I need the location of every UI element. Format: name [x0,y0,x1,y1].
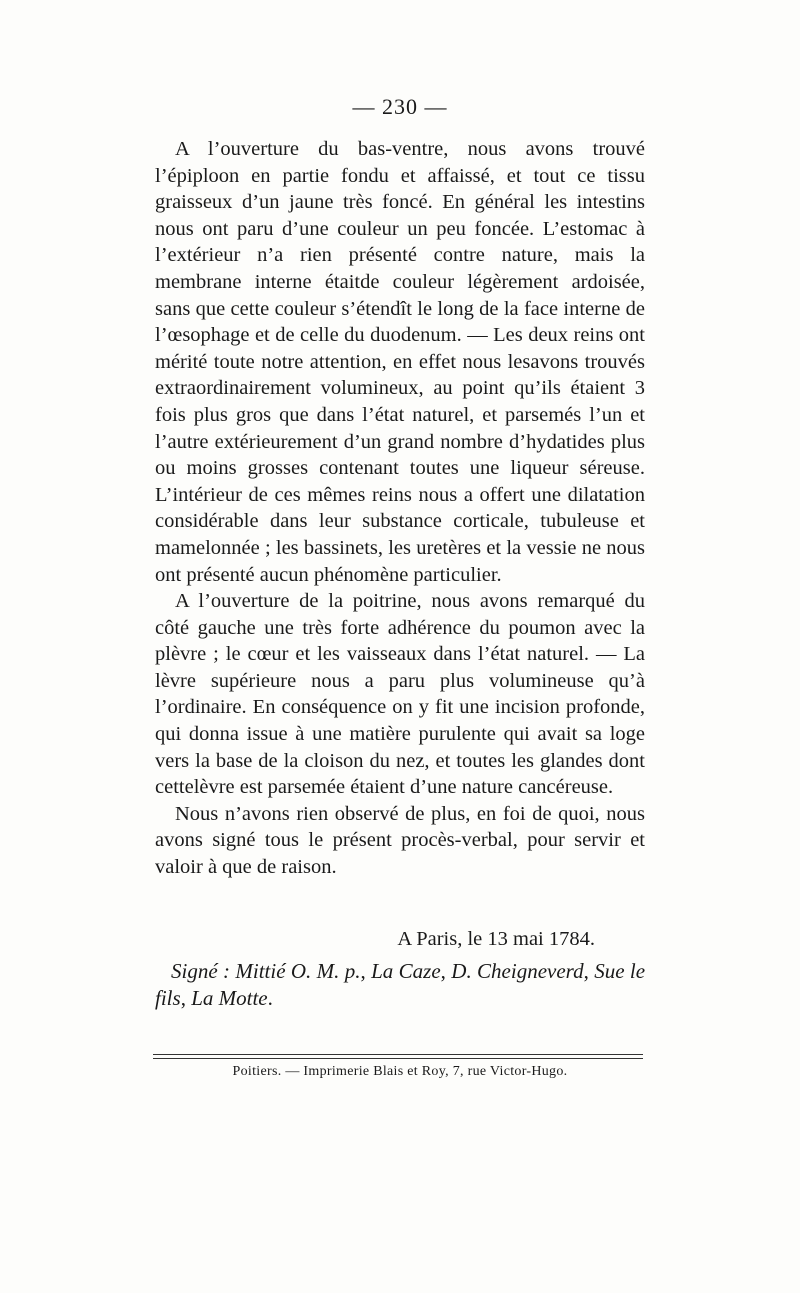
imprint-rule-top [153,1054,643,1055]
signature-la-caze: La Caze [371,959,441,983]
page-number: — 230 — [352,94,448,119]
paragraph-abdomen: A l’ouverture du bas-ventre, nous avons trouvé l’épiploon en partie fondu et affaissé, et tout ce tissu graisseux d’un jaune très foncé. En général les intestins nous ont paru d’une couleur un peu foncée. L’estomac à l’extérieur n’a rien présenté contre nature, mais la membrane interne étaitde couleur légèrement ardoisée, sans que cette couleur s’étendît le long de la face interne de l’œsophage et de celle du duodenum. — Les deux reins ont mérité toute notre attention, en effet nous lesavons trouvés extraordinairement volumineux, au point qu’ils étaient 3 fois plus gros que dans l’état naturel, et parsemés l’un et l’autre extérieurement d’un grand nombre d’hydatides plus ou moins grosses contenant toutes une liqueur séreuse. L’intérieur de ces mêmes reins nous a offert une dilatation considérable dans leur substance corticale, tubuleuse et mamelonnée ; les bassinets, les uretères et la vessie ne nous ont présenté aucun phénomène particulier. [155,138,645,586]
signature-la-motte: La Motte [191,986,268,1010]
signature-mittie: Mittié O. M. p. [235,959,361,983]
signature-separator: , [440,959,452,983]
imprint-rule-bottom [153,1058,643,1059]
signature-cheigneverd: D. Cheigneverd [451,959,584,983]
signatures [155,958,645,1012]
dateline: A Paris, le 13 mai 1784. [397,928,595,950]
printer-imprint: Poitiers. — Imprimerie Blais et Roy, 7, rue Victor-Hugo. [232,1064,568,1079]
signature-label: Signé : [171,959,231,983]
signature-separator: , [360,959,372,983]
body-text [155,136,645,881]
signature-separator: , [180,986,192,1010]
signature-end: . [267,986,273,1010]
signature-sue-le-fils: Sue le fils [155,959,646,1010]
paragraph-conclusion: Nous n’avons rien observé de plus, en foi de quoi, nous avons signé tous le présent procès-verbal, pour servir et valoir à que de raison. [155,802,645,879]
signature-separator: , [583,959,595,983]
paragraph-thorax: A l’ouverture de la poitrine, nous avons remarqué du côté gauche une très forte adhérence du poumon avec la plèvre ; le cœur et les vaisseaux dans l’état naturel. — La lèvre supérieure nous a paru plus volumineuse qu’à l’ordinaire. En conséquence on y fit une incision profonde, qui donna issue à une matière purulente qui avait sa loge vers la base de la cloison du nez, et toutes les glandes dont cettelèvre est parsemée étaient d’une nature cancéreuse. [155,590,645,799]
